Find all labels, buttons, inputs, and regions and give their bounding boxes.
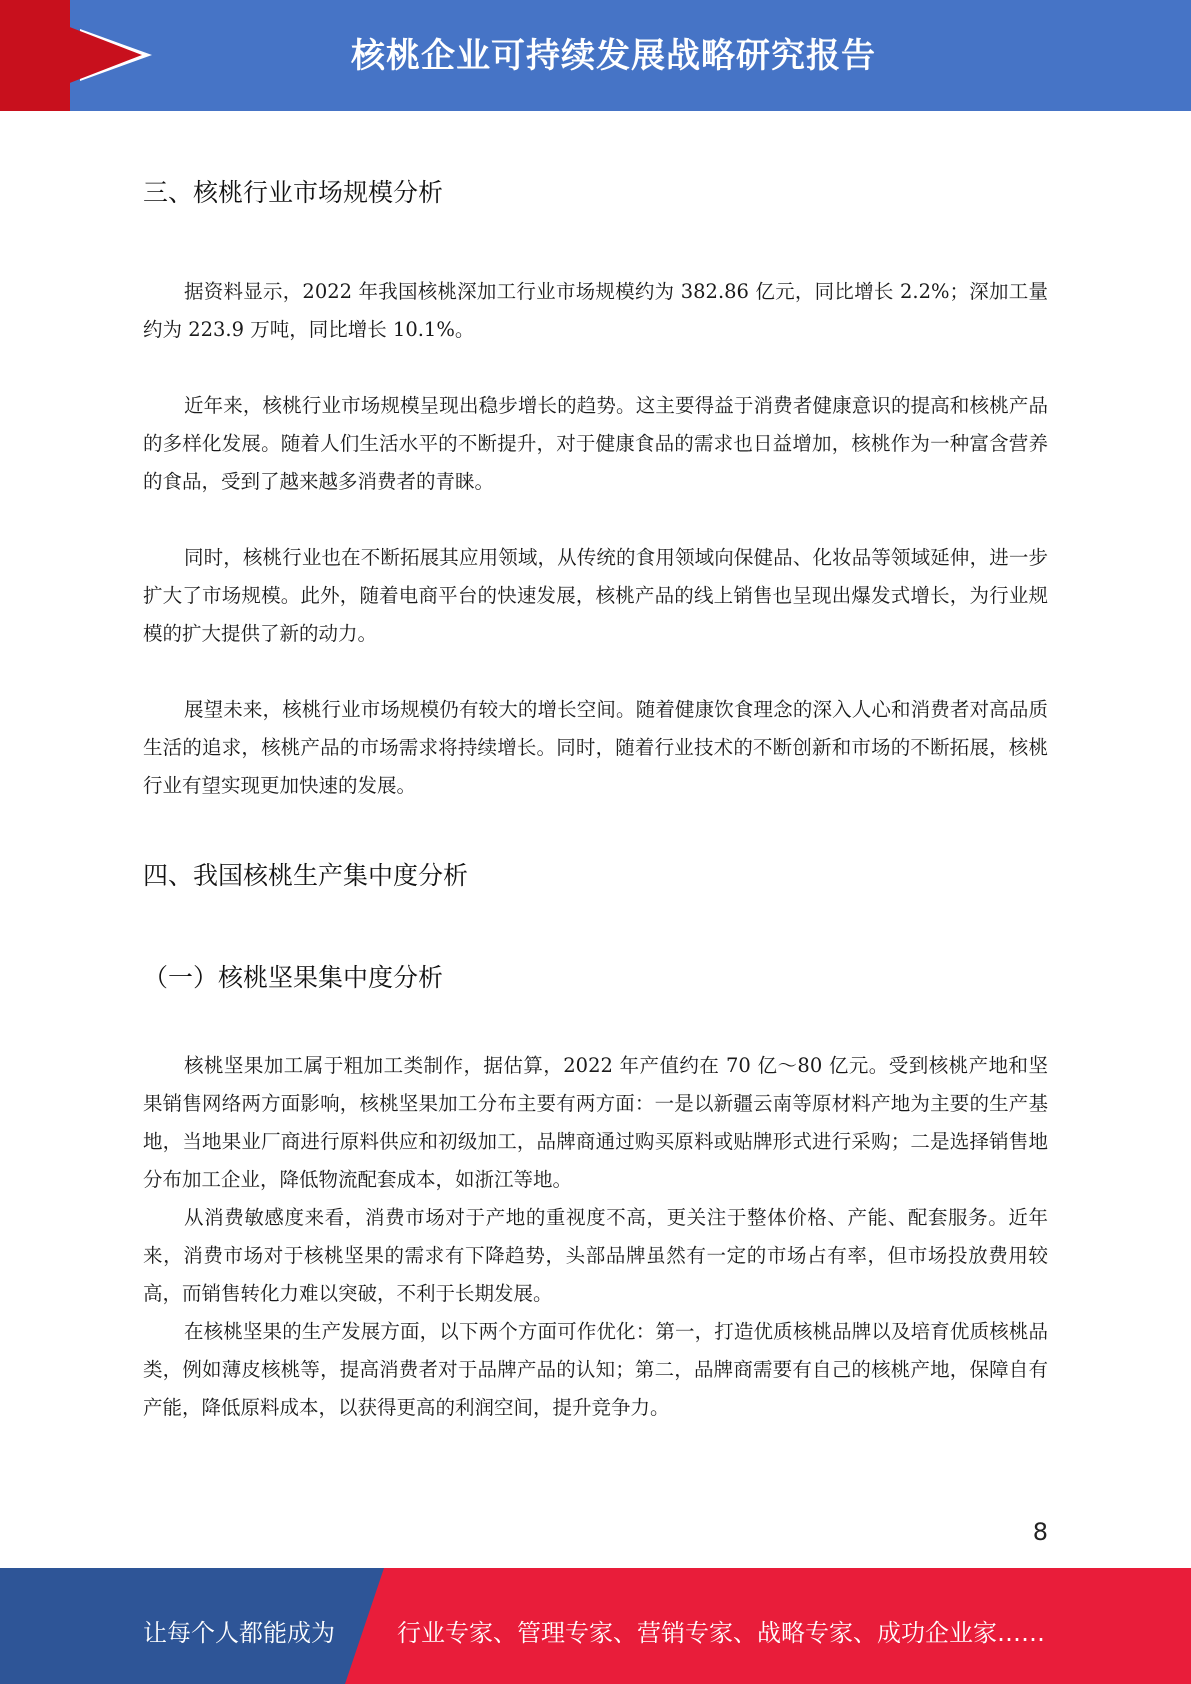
page-footer bbox=[0, 1568, 1191, 1684]
paragraph: 在核桃坚果的生产发展方面，以下两个方面可作优化：第一，打造优质核桃品牌以及培育优质核桃品类，例如薄皮核桃等，提高消费者对于品牌产品的认知；第二，品牌商需要有自己的核桃产地，保障自有产能，降低原料成本，以获得更高的利润空间，提升竞争力。 bbox=[143, 1320, 1048, 1419]
paragraph: 同时，核桃行业也在不断拓展其应用领域，从传统的食用领域向保健品、化妆品等领域延伸，进一步扩大了市场规模。此外，随着电商平台的快速发展，核桃产品的线上销售也呈现出爆发式增长，为行业规模的扩大提供了新的动力。 bbox=[143, 546, 1048, 645]
paragraph: 从消费敏感度来看，消费市场对于产地的重视度不高，更关注于整体价格、产能、配套服务。近年来，消费市场对于核桃坚果的需求有下降趋势，头部品牌虽然有一定的市场占有率，但市场投放费用较高，而销售转化力难以突破，不利于长期发展。 bbox=[143, 1206, 1048, 1305]
paragraph: 展望未来，核桃行业市场规模仍有较大的增长空间。随着健康饮食理念的深入人心和消费者对高品质生活的追求，核桃产品的市场需求将持续增长。同时，随着行业技术的不断创新和市场的不断拓展，核桃行业有望实现更加快速的发展。 bbox=[143, 698, 1048, 797]
subsection-heading-4-1: （一）核桃坚果集中度分析 bbox=[143, 963, 444, 992]
paragraph: 核桃坚果加工属于粗加工类制作，据估算，2022 年产值约在 70 亿～80 亿元。受到核桃产地和坚果销售网络两方面影响，核桃坚果加工分布主要有两方面：一是以新疆云南等原材料产地为主要的生产基地，当地果业厂商进行原料供应和初级加工，品牌商通过购买原料或贴牌形式进行采购；二是选择销售地分布加工企业，降低物流配套成本，如浙江等地。 bbox=[143, 1054, 1048, 1191]
footer-slogan-right: 行业专家、管理专家、营销专家、战略专家、成功企业家…… bbox=[397, 1619, 1045, 1647]
page-number: 8 bbox=[1032, 1518, 1048, 1546]
section-heading-3: 三、核桃行业市场规模分析 bbox=[143, 178, 444, 207]
report-title: 核桃企业可持续发展战略研究报告 bbox=[351, 36, 876, 76]
footer-slogan-left: 让每个人都能成为 bbox=[143, 1619, 335, 1647]
paragraph: 据资料显示，2022 年我国核桃深加工行业市场规模约为 382.86 亿元，同比增长 2.2%；深加工量约为 223.9 万吨，同比增长 10.1%。 bbox=[143, 280, 1048, 341]
section-heading-4: 四、我国核桃生产集中度分析 bbox=[143, 861, 469, 890]
paragraph: 近年来，核桃行业市场规模呈现出稳步增长的趋势。这主要得益于消费者健康意识的提高和核桃产品的多样化发展。随着人们生活水平的不断提升，对于健康食品的需求也日益增加，核桃作为一种富含营养的食品，受到了越来越多消费者的青睐。 bbox=[143, 394, 1048, 493]
page-header bbox=[0, 0, 1191, 111]
